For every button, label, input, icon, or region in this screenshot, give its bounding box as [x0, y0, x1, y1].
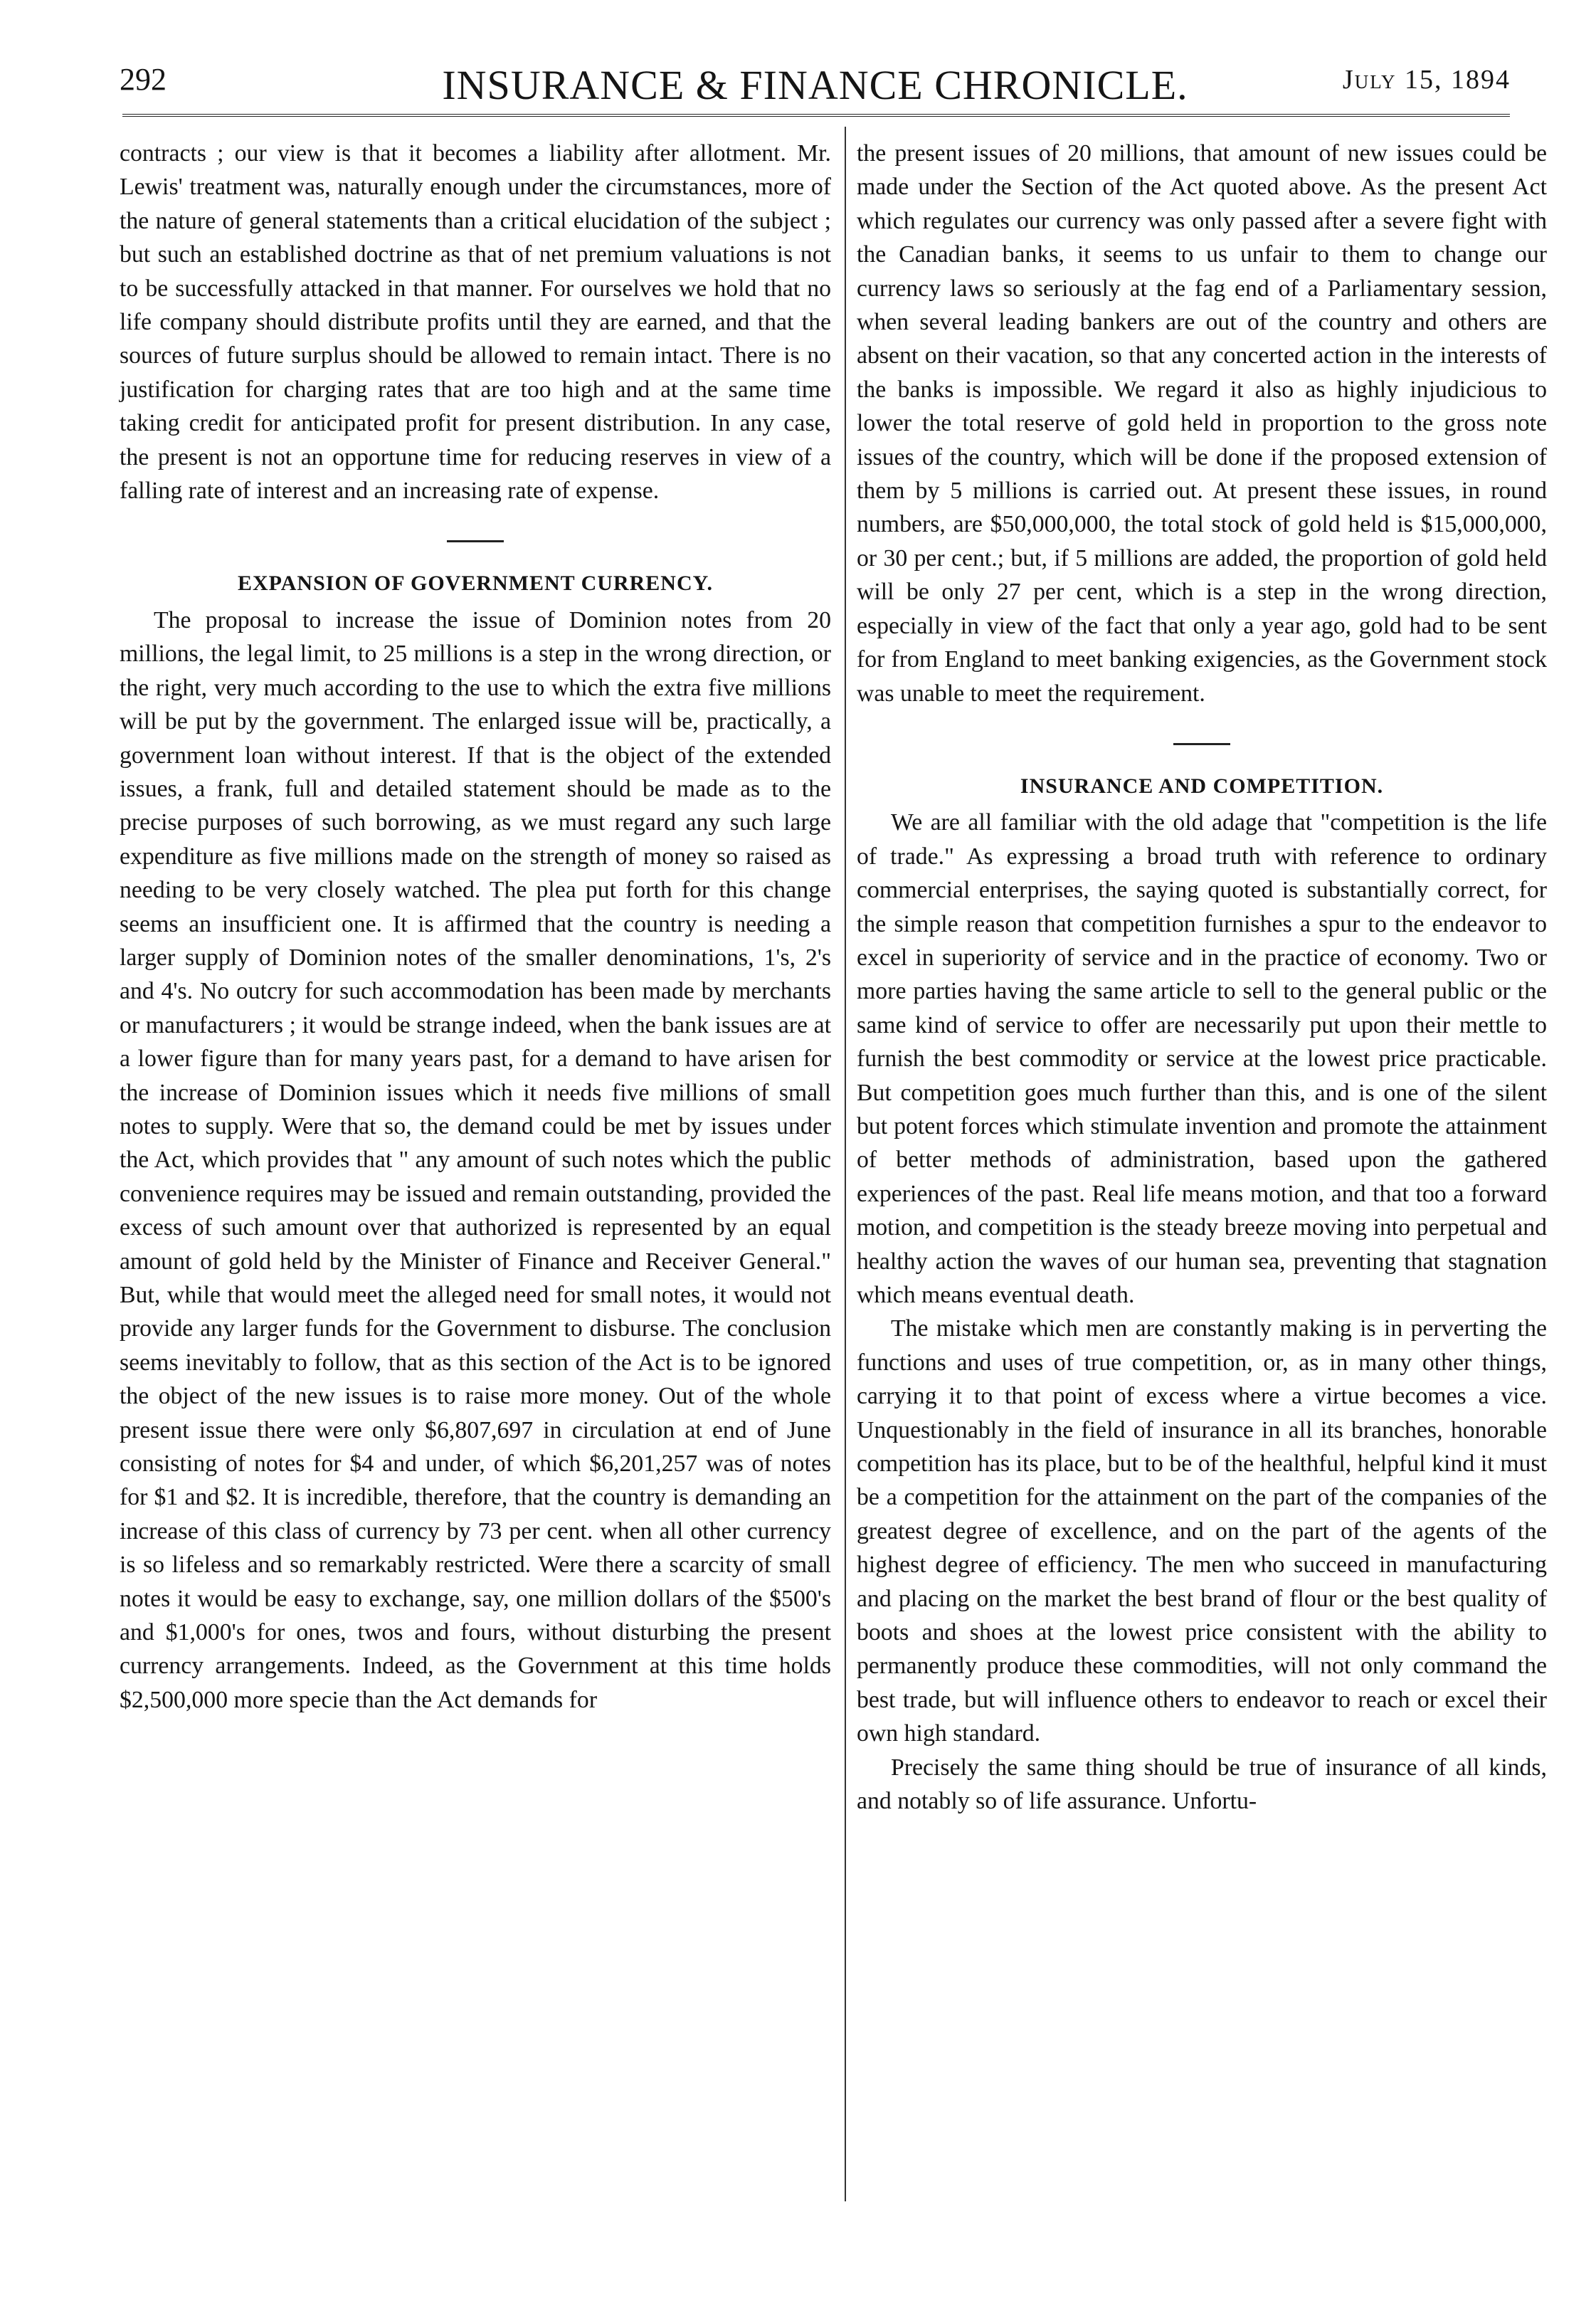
section-separator	[1173, 743, 1230, 745]
left-column	[120, 137, 831, 1717]
page-header	[120, 61, 1511, 118]
issue-date: July 15, 1894	[1342, 65, 1511, 95]
competition-paragraph-3: Precisely the same thing should be true of insurance of all kinds, and notably so of life assurance. Unfortu-	[857, 1754, 1547, 1815]
section-separator	[447, 540, 504, 542]
page-number: 292	[120, 62, 167, 97]
section-heading-currency: EXPANSION OF GOVERNMENT CURRENCY.	[237, 572, 714, 596]
right-column	[857, 137, 1547, 1818]
section-heading-competition: INSURANCE AND COMPETITION.	[1020, 774, 1384, 798]
currency-article-paragraph: The proposal to increase the issue of Dominion notes from 20 millions, the legal limit, to 25 millions is a step in the wrong direction, or the right, very much according to the use to which the extra five millions will be put by the government. The enlarged issue will be, practically, a government loan without interest. If that is the object of the extended issues, a frank, full and detailed statement should be made as to the precise purposes of such borrowing, as we must regard any such large expenditure as five millions made on the strength of money so raised as needing to be very closely watched. The plea put forth for this change seems an insufficient one. It is affirmed that the country is needing a larger supply of Dominion notes of the smaller denominations, 1's, 2's and 4's. No outcry for such accommodation has been made by merchants or manufacturers ; it would be strange indeed, when the bank issues are at a lower figure than for many years past, for a demand to have arisen for the increase of Dominion issues which it needs five millions of small notes to supply. Were that so, the demand could be met by issues under the Act, which provides that " any amount of such notes which the public convenience requires may be issued and remain outstanding, provided the excess of such amount over that authorized is represented by an equal amount of gold held by the Minister of Finance and Receiver General." But, while that would meet the alleged need for small notes, it would not provide any larger funds for the Government to disburse. The conclusion seems inevitably to follow, that as this section of the Act is to be ignored the object of the new issues is to raise more money. Out of the whole present issue there were only $6,807,697 in circulation at end of June consisting of notes for $4 and under, of which $6,201,257 was of notes for $1 and $2. It is incredible, therefore, that the country is demanding an increase of this class of currency by 73 per cent. when all other currency is so lifeless and so remarkably restricted. Were there a scarcity of small notes it would be easy to exchange, say, one million dollars of the $500's and $1,000's for ones, twos and fours, without disturbing the present currency arrangements. Indeed, as the Government at this time holds $2,500,000 more specie than the Act demands for	[120, 606, 831, 1713]
competition-paragraph-1: We are all familiar with the old adage that "competition is the life of trade." As expressing a broad truth with reference to ordinary commercial enterprises, the saying quoted is substantially correct, for the simple reason that competition furnishes a spur to the endeavor to excel in superiority of service and in the practice of economy. Two or more parties having the same article to sell to the general public or the same kind of service to offer are necessarily put upon their mettle to furnish the best commodity or service at the lowest price practicable. But competition goes much further than this, and is one of the silent but potent forces which stimulate invention and promote the attainment of better methods of administration, based upon the gathered experiences of the past. Real life means motion, and that too a forward motion, and competition is the steady breeze moving into perpetual and healthy action the waves of our human sea, preventing that stagnation which means eventual death.	[857, 809, 1547, 1308]
article-continuation-paragraph: contracts ; our view is that it becomes a liability after allotment. Mr. Lewis' treatment was, naturally enough under the circumstances, more of the nature of general statements than a critical elucidation of the subject ; but such an established doctrine as that of net premium valuations is not to be successfully attacked in that manner. For ourselves we hold that no life company should distribute profits until they are earned, and that the sources of future surplus should be allowed to remain intact. There is no justification for charging rates that are too high and at the same time taking credit for anticipated profit for present distribution. In any case, the present is not an opportune time for reducing reserves in view of a falling rate of interest and an increasing rate of expense.	[120, 140, 831, 505]
publication-title: INSURANCE & FINANCE CHRONICLE.	[442, 62, 1188, 108]
header-rule	[122, 114, 1510, 117]
competition-paragraph-2: The mistake which men are constantly making is in perverting the functions and uses of true competition, or, as in many other things, carrying it to that point of excess where a virtue becomes a vice. Unquestionably in the field of insurance in all its branches, honorable competition has its place, but to be of the healthful, helpful kind it must be a competition for the attainment on the part of the companies of the greatest degree of excellence, and on the part of the agents of the highest degree of efficiency. The men who succeed in manufacturing and placing on the market the best brand of flour or the best quality of boots and shoes at the lowest price consistent with the ability to permanently produce these commodities, will not only command the best trade, but will influence others to endeavor to reach or excel their own high standard.	[857, 1315, 1547, 1747]
currency-article-continuation: the present issues of 20 millions, that amount of new issues could be made under the Section of the Act quoted above. As the present Act which regulates our currency was only passed after a severe fight with the Canadian banks, it seems to us unfair to them to change our currency laws so seriously at the fag end of a Parliamentary session, when several leading bankers are out of the country and others are absent on their vacation, so that any concerted action in the interests of the banks is impossible. We regard it also as highly injudicious to lower the total reserve of gold held in proportion to the gross note issues of the country, which will be done if the proposed extension of them by 5 millions is carried out. At present these issues, in round numbers, are $50,000,000, the total stock of gold held is $15,000,000, or 30 per cent.; but, if 5 millions are added, the proportion of gold held will be only 27 per cent, which is a step in the wrong direction, especially in view of the fact that only a year ago, gold had to be sent for from England to meet banking exigencies, as the Government stock was unable to meet the requirement.	[857, 140, 1547, 707]
column-divider	[845, 127, 846, 2201]
